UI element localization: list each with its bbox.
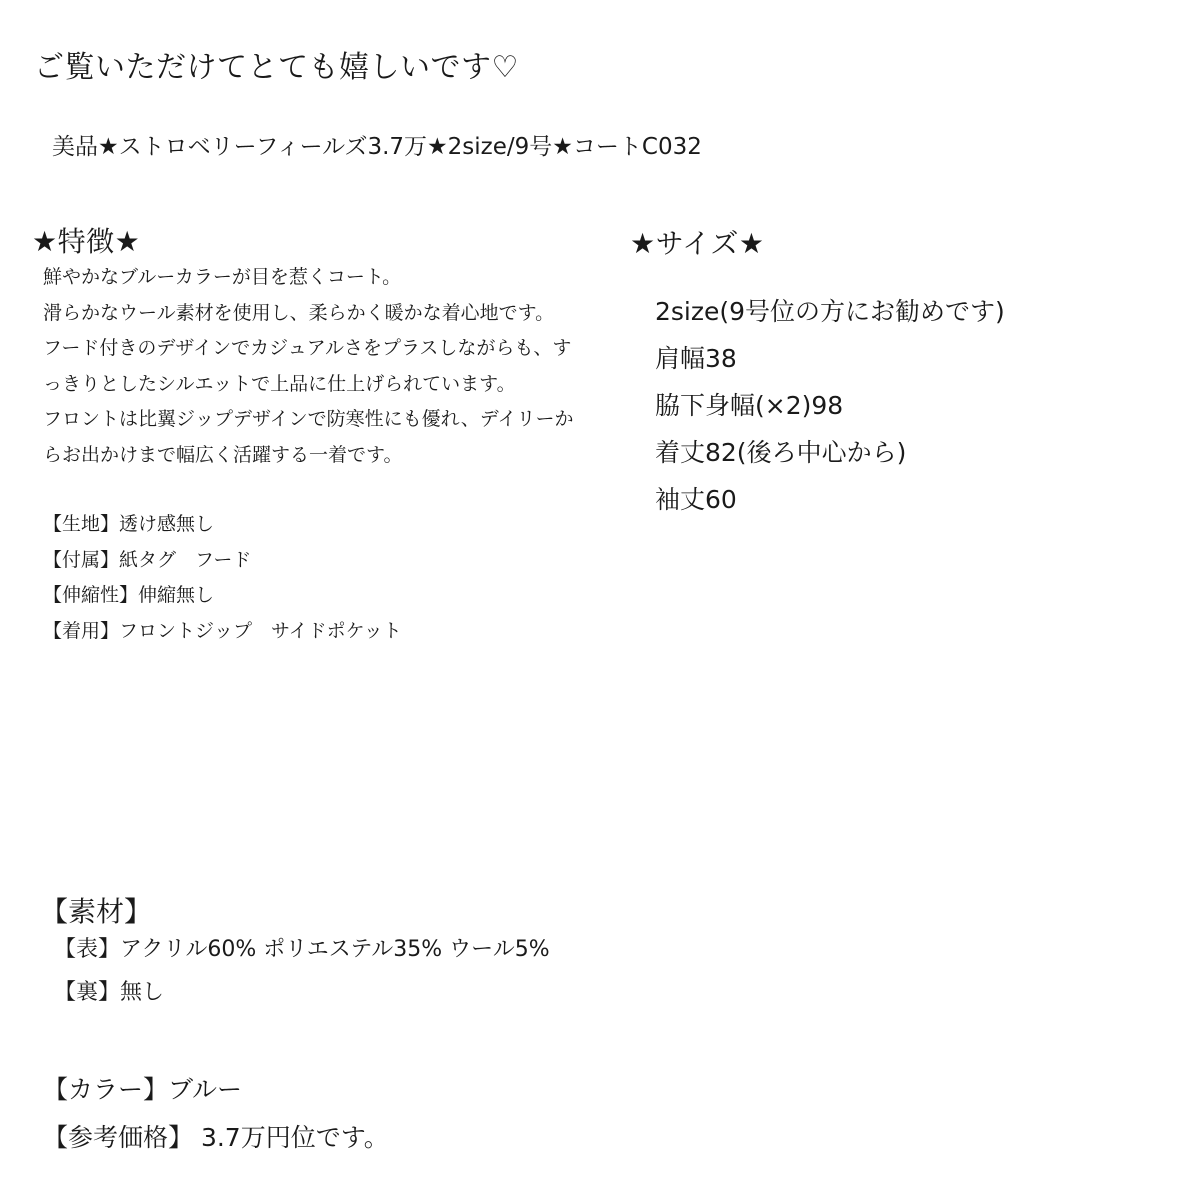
size-line: 2size(9号位の方にお勧めです) [655, 297, 1005, 326]
spec-stretch: 【伸縮性】伸縮無し [43, 584, 215, 606]
features-line: らお出かけまで幅広く活躍する一着です。 [43, 443, 403, 466]
features-description [43, 260, 573, 473]
greeting-text: ご覧いただけてとても嬉しいです♡ [34, 50, 519, 85]
spec-fabric: 【生地】透け感無し [43, 513, 215, 535]
color-text: 【カラー】ブルー [43, 1075, 243, 1104]
spec-wearing: 【着用】フロントジップ サイドポケット [43, 619, 402, 642]
size-line: 袖丈60 [655, 485, 737, 514]
features-line: っきりとしたシルエットで上品に仕上げられています。 [43, 372, 516, 395]
material-lining: 【裏】無し [54, 980, 165, 1005]
spec-list [43, 507, 402, 649]
features-line: 鮮やかなブルーカラーが目を惹くコート。 [43, 266, 402, 288]
material-list [54, 928, 550, 1014]
material-outer: 【表】アクリル60% ポリエステル35% ウール5% [54, 937, 550, 962]
size-line: 脇下身幅(×2)98 [655, 391, 844, 420]
product-title: 美品★ストロベリーフィールズ3.7万★2size/9号★コートC032 [52, 134, 702, 160]
size-list [655, 288, 1005, 523]
features-line: フロントは比翼ジップデザインで防寒性にも優れ、デイリーか [43, 408, 574, 430]
size-heading: ★サイズ★ [630, 227, 765, 260]
features-line: 滑らかなウール素材を使用し、柔らかく暖かな着心地です。 [43, 301, 555, 324]
price-text: 【参考価格】 3.7万円位です。 [43, 1123, 389, 1152]
spec-accessories: 【付属】紙タグ フード [43, 548, 252, 571]
size-line: 着丈82(後ろ中心から) [655, 438, 907, 467]
size-line: 肩幅38 [655, 344, 737, 373]
features-heading: ★特徴★ [32, 225, 141, 258]
material-heading: 【素材】 [40, 895, 153, 928]
features-line: フード付きのデザインでカジュアルさをプラスしながらも、す [43, 337, 572, 359]
